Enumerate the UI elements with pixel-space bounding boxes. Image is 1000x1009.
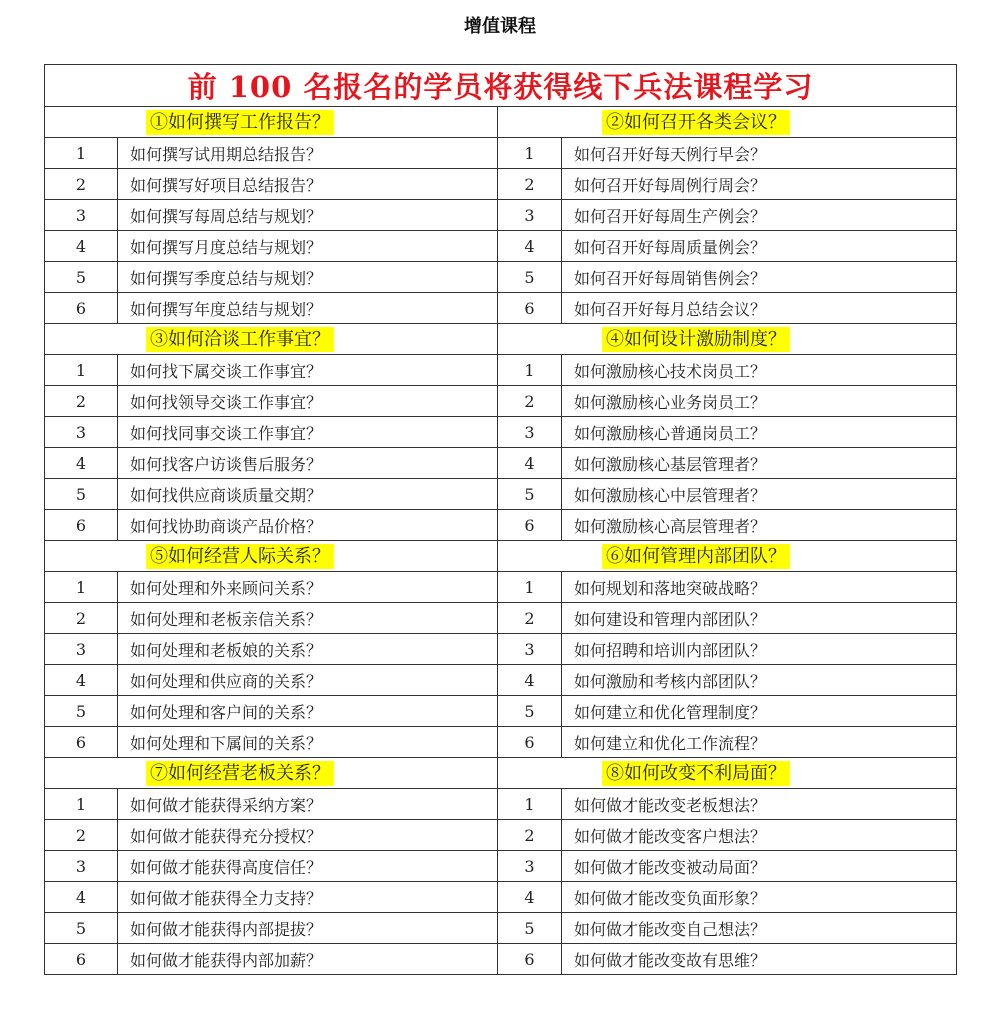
item-text: 如何做才能获得采纳方案？	[118, 789, 498, 820]
table-row	[45, 169, 957, 200]
table-row	[45, 696, 957, 727]
section-header-row	[45, 758, 957, 789]
item-text: 如何撰写试用期总结报告？	[118, 138, 498, 169]
section-title: ④如何设计激励制度？	[602, 327, 790, 352]
course-table-body	[45, 65, 957, 975]
item-number: 2	[498, 169, 562, 200]
table-row	[45, 138, 957, 169]
table-row	[45, 634, 957, 665]
item-text: 如何规划和落地突破战略？	[562, 572, 957, 603]
section-header-row	[45, 541, 957, 572]
item-text: 如何处理和外来顾问关系？	[118, 572, 498, 603]
section-header-right	[498, 758, 957, 789]
item-text: 如何处理和老板亲信关系？	[118, 603, 498, 634]
section-header-right	[498, 107, 957, 138]
item-text: 如何找供应商谈质量交期？	[118, 479, 498, 510]
table-row	[45, 200, 957, 231]
item-number: 4	[45, 231, 118, 262]
item-text: 如何撰写好项目总结报告？	[118, 169, 498, 200]
item-text: 如何召开好每周销售例会？	[562, 262, 957, 293]
section-header-left	[45, 541, 498, 572]
item-text: 如何找客户访谈售后服务？	[118, 448, 498, 479]
item-number: 5	[45, 913, 118, 944]
item-text: 如何做才能获得全力支持？	[118, 882, 498, 913]
section-title: ⑧如何改变不利局面？	[602, 761, 790, 786]
item-text: 如何找协助商谈产品价格？	[118, 510, 498, 541]
section-title: ③如何洽谈工作事宜？	[146, 327, 334, 352]
table-row	[45, 355, 957, 386]
item-number: 1	[45, 789, 118, 820]
item-text: 如何召开好每月总结会议？	[562, 293, 957, 324]
table-row	[45, 386, 957, 417]
item-text: 如何召开好每周例行周会？	[562, 169, 957, 200]
item-number: 1	[498, 789, 562, 820]
item-text: 如何招聘和培训内部团队？	[562, 634, 957, 665]
item-number: 5	[498, 262, 562, 293]
item-number: 5	[498, 479, 562, 510]
table-row	[45, 882, 957, 913]
table-row	[45, 665, 957, 696]
item-number: 5	[45, 479, 118, 510]
section-header-left	[45, 324, 498, 355]
item-number: 1	[498, 355, 562, 386]
item-number: 1	[45, 572, 118, 603]
page-title: 增值课程	[464, 16, 536, 37]
table-row	[45, 479, 957, 510]
item-text: 如何激励核心业务岗员工？	[562, 386, 957, 417]
section-title: ⑤如何经营人际关系？	[146, 544, 334, 569]
section-header-left	[45, 758, 498, 789]
item-number: 1	[498, 572, 562, 603]
item-number: 3	[498, 200, 562, 231]
item-number: 6	[498, 293, 562, 324]
item-number: 2	[45, 169, 118, 200]
item-text: 如何处理和老板娘的关系？	[118, 634, 498, 665]
item-text: 如何召开好每周质量例会？	[562, 231, 957, 262]
item-text: 如何激励核心中层管理者？	[562, 479, 957, 510]
item-text: 如何建立和优化管理制度？	[562, 696, 957, 727]
item-text: 如何找下属交谈工作事宜？	[118, 355, 498, 386]
section-title: ⑦如何经营老板关系？	[146, 761, 334, 786]
item-text: 如何处理和客户间的关系？	[118, 696, 498, 727]
item-number: 1	[45, 355, 118, 386]
item-number: 3	[498, 417, 562, 448]
item-text: 如何找同事交谈工作事宜？	[118, 417, 498, 448]
item-number: 6	[45, 727, 118, 758]
item-number: 6	[45, 293, 118, 324]
item-number: 4	[498, 448, 562, 479]
table-row	[45, 944, 957, 975]
item-number: 3	[45, 200, 118, 231]
item-number: 6	[498, 510, 562, 541]
item-text: 如何做才能改变负面形象？	[562, 882, 957, 913]
item-number: 2	[498, 386, 562, 417]
section-title: ②如何召开各类会议？	[602, 110, 790, 135]
item-number: 3	[45, 417, 118, 448]
item-text: 如何做才能获得内部加薪？	[118, 944, 498, 975]
course-table	[44, 64, 957, 975]
table-row	[45, 448, 957, 479]
item-text: 如何建立和优化工作流程？	[562, 727, 957, 758]
item-text: 如何撰写月度总结与规划？	[118, 231, 498, 262]
item-text: 如何做才能改变故有思维？	[562, 944, 957, 975]
table-row	[45, 603, 957, 634]
table-row	[45, 262, 957, 293]
item-text: 如何建设和管理内部团队？	[562, 603, 957, 634]
section-title: ⑥如何管理内部团队？	[602, 544, 790, 569]
section-title: ①如何撰写工作报告？	[146, 110, 334, 135]
item-text: 如何激励和考核内部团队？	[562, 665, 957, 696]
item-text: 如何撰写年度总结与规划？	[118, 293, 498, 324]
item-number: 4	[45, 882, 118, 913]
item-text: 如何激励核心高层管理者？	[562, 510, 957, 541]
table-row	[45, 293, 957, 324]
item-text: 如何做才能改变客户想法？	[562, 820, 957, 851]
table-row	[45, 820, 957, 851]
item-text: 如何激励核心基层管理者？	[562, 448, 957, 479]
item-number: 6	[45, 944, 118, 975]
item-text: 如何召开好每周生产例会？	[562, 200, 957, 231]
item-number: 5	[498, 913, 562, 944]
banner-title: 前 100 名报名的学员将获得线下兵法课程学习	[45, 65, 957, 107]
item-number: 3	[45, 634, 118, 665]
item-number: 2	[45, 820, 118, 851]
item-number: 5	[498, 696, 562, 727]
table-row	[45, 851, 957, 882]
item-number: 4	[498, 882, 562, 913]
item-number: 2	[498, 820, 562, 851]
item-text: 如何做才能改变自己想法？	[562, 913, 957, 944]
banner-row	[45, 65, 957, 107]
item-number: 1	[45, 138, 118, 169]
item-number: 6	[45, 510, 118, 541]
item-text: 如何激励核心普通岗员工？	[562, 417, 957, 448]
item-text: 如何撰写季度总结与规划？	[118, 262, 498, 293]
item-text: 如何做才能获得充分授权？	[118, 820, 498, 851]
item-number: 3	[498, 851, 562, 882]
item-number: 3	[45, 851, 118, 882]
section-header-right	[498, 541, 957, 572]
table-row	[45, 572, 957, 603]
item-text: 如何处理和下属间的关系？	[118, 727, 498, 758]
table-row	[45, 913, 957, 944]
item-text: 如何做才能获得内部提拔？	[118, 913, 498, 944]
item-number: 6	[498, 944, 562, 975]
table-row	[45, 510, 957, 541]
section-header-left	[45, 107, 498, 138]
item-text: 如何找领导交谈工作事宜？	[118, 386, 498, 417]
item-text: 如何召开好每天例行早会？	[562, 138, 957, 169]
item-number: 4	[45, 448, 118, 479]
item-number: 4	[498, 231, 562, 262]
item-number: 2	[498, 603, 562, 634]
table-row	[45, 417, 957, 448]
item-number: 6	[498, 727, 562, 758]
section-header-row	[45, 324, 957, 355]
item-number: 5	[45, 696, 118, 727]
item-text: 如何做才能获得高度信任？	[118, 851, 498, 882]
item-number: 3	[498, 634, 562, 665]
table-row	[45, 789, 957, 820]
item-text: 如何激励核心技术岗员工？	[562, 355, 957, 386]
item-number: 2	[45, 603, 118, 634]
item-text: 如何撰写每周总结与规划？	[118, 200, 498, 231]
item-text: 如何处理和供应商的关系？	[118, 665, 498, 696]
section-header-row	[45, 107, 957, 138]
section-header-right	[498, 324, 957, 355]
item-number: 2	[45, 386, 118, 417]
table-row	[45, 727, 957, 758]
item-number: 4	[45, 665, 118, 696]
item-number: 1	[498, 138, 562, 169]
table-row	[45, 231, 957, 262]
item-number: 4	[498, 665, 562, 696]
item-text: 如何做才能改变老板想法？	[562, 789, 957, 820]
item-number: 5	[45, 262, 118, 293]
item-text: 如何做才能改变被动局面？	[562, 851, 957, 882]
